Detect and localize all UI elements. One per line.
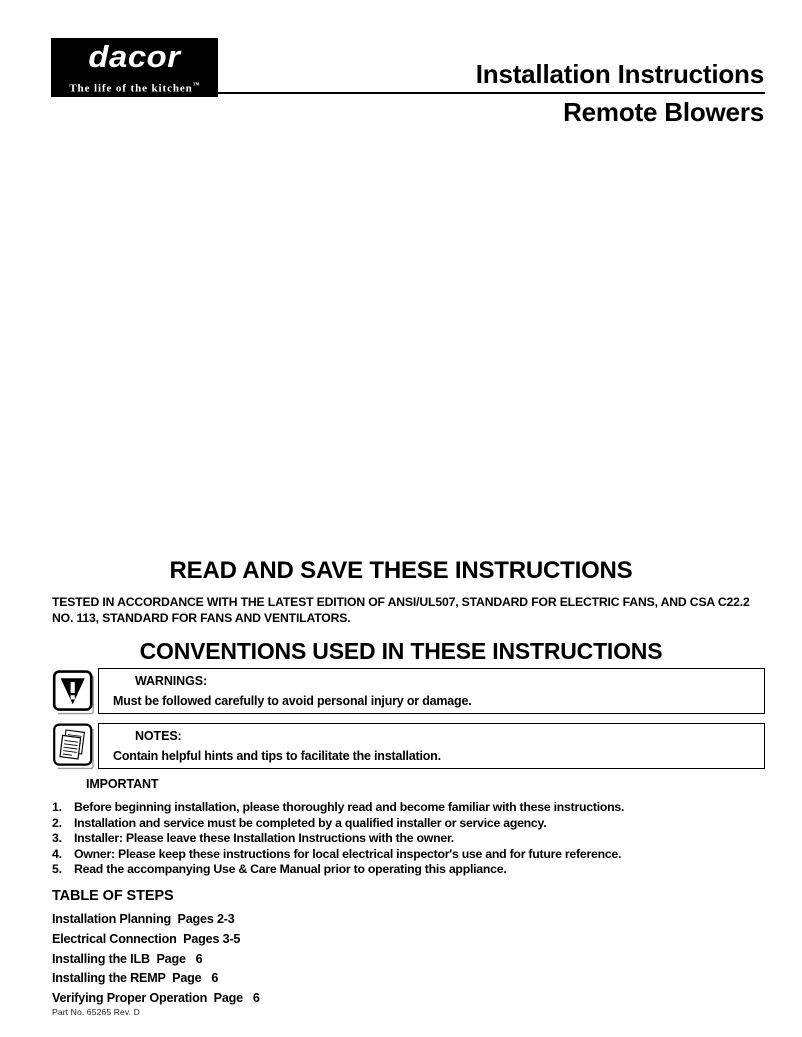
dacor-logo — [51, 38, 218, 97]
list-item — [52, 800, 764, 816]
conventions-heading: CONVENTIONS USED IN THESE INSTRUCTIONS — [139, 638, 663, 664]
list-item-text: Owner: Please keep these instructions for local electrical inspector's use and for future reference. — [74, 846, 622, 861]
notes-callout — [52, 723, 765, 771]
warnings-box — [98, 668, 765, 714]
step-row: Installing the REMP Page 6 — [52, 971, 219, 986]
table-of-steps-heading: TABLE OF STEPS — [52, 888, 174, 904]
notes-papers-icon — [52, 723, 96, 771]
warnings-label: WARNINGS: — [135, 674, 208, 688]
notes-text: Contain helpful hints and tips to facilitate the installation. — [113, 749, 441, 763]
page-header — [0, 0, 802, 135]
part-number: Part No. 65265 Rev. D — [52, 1007, 140, 1017]
notes-label: NOTES: — [135, 729, 182, 743]
list-item-text: Before beginning installation, please thoroughly read and become familiar with these instructions. — [74, 800, 625, 814]
important-list — [52, 800, 764, 878]
page-title-line-1: Installation Instructions — [475, 59, 764, 89]
step-row: Installation Planning Pages 2-3 — [52, 912, 235, 926]
notes-box — [98, 723, 765, 769]
logo-tagline — [51, 78, 218, 96]
table-of-steps-list — [52, 910, 552, 1009]
testing-standards-paragraph: TESTED IN ACCORDANCE WITH THE LATEST EDITION OF ANSI/UL507, STANDARD FOR ELECTRIC FANS, AND CSA C22.2 NO. 113, STANDARD FOR FANS AND VENTILATORS. — [52, 595, 750, 625]
list-item — [52, 816, 764, 832]
list-item-text: Read the accompanying Use & Care Manual prior to operating this appliance. — [74, 862, 507, 876]
list-item-number: 3. — [52, 831, 62, 845]
step-row: Electrical Connection Pages 3-5 — [52, 931, 241, 946]
list-item-text: Installer: Please leave these Installation Instructions with the owner. — [74, 831, 454, 845]
logo-tagline-text: The life of the kitchen — [69, 82, 193, 95]
list-item-number: 2. — [52, 815, 62, 830]
list-item — [52, 847, 764, 863]
important-label: IMPORTANT — [86, 777, 159, 791]
warnings-callout — [52, 668, 765, 716]
step-row: Verifying Proper Operation Page 6 — [52, 991, 260, 1006]
list-item-number: 1. — [52, 800, 62, 814]
read-and-save-heading: READ AND SAVE THESE INSTRUCTIONS — [169, 557, 633, 584]
list-item-text: Installation and service must be completed by a qualified installer or service agency. — [74, 815, 547, 830]
page-title-line-2: Remote Blowers — [563, 97, 764, 127]
list-item-number: 4. — [52, 846, 62, 861]
list-item — [52, 862, 764, 878]
list-item-number: 5. — [52, 862, 62, 876]
header-divider — [218, 92, 765, 94]
list-item — [52, 831, 764, 847]
trademark-icon: ™ — [192, 81, 200, 89]
warning-triangle-icon — [52, 668, 96, 716]
warnings-text: Must be followed carefully to avoid personal injury or damage. — [113, 694, 472, 708]
logo-wordmark: dacor — [88, 39, 181, 74]
step-row: Installing the ILB Page 6 — [52, 951, 203, 966]
